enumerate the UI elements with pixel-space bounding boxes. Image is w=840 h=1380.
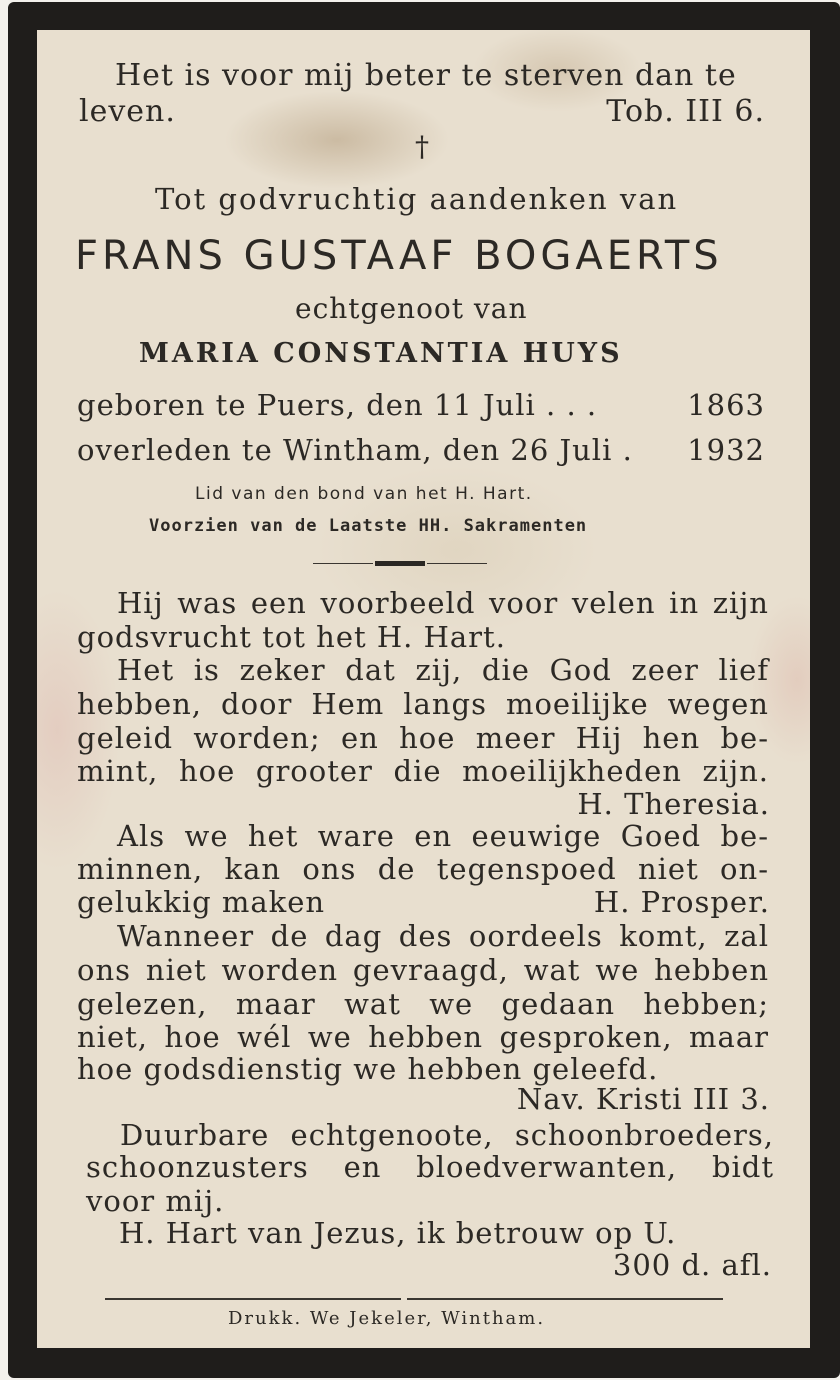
relation-text: echtgenoot van xyxy=(295,292,528,325)
printer-imprint: Drukk. We Jekeler, Wintham. xyxy=(228,1308,546,1329)
body-line: gelukkig maken xyxy=(77,885,326,919)
membership-text: Lid van den bond van het H. Hart. xyxy=(195,484,533,504)
body-attribution: H. Prosper. xyxy=(593,885,770,919)
birth-text: geboren te Puers, den 11 Juli . . . xyxy=(77,388,598,422)
body-attribution: Nav. Kristi III 3. xyxy=(516,1082,770,1116)
footer-rule-right xyxy=(407,1298,723,1300)
epigraph-line-1: Het is voor mij beter te sterven dan te xyxy=(115,58,737,93)
epigraph-reference: Tob. III 6. xyxy=(606,94,765,129)
ornament-rule-left xyxy=(313,563,373,564)
body-line: schoonzusters en bloedverwanten, bidt xyxy=(86,1150,774,1184)
footer-rule-left xyxy=(105,1298,401,1300)
memorial-card-paper xyxy=(37,30,810,1348)
indulgence-text: 300 d. afl. xyxy=(612,1248,772,1282)
ornament-rule-right xyxy=(427,563,487,564)
body-line: H. Hart van Jezus, ik betrouw op U. xyxy=(119,1216,677,1250)
body-line: niet, hoe wél we hebben gesproken, maar xyxy=(77,1020,769,1054)
body-line: geleid worden; en hoe meer Hij hen be- xyxy=(77,721,769,755)
ornament-bar xyxy=(375,561,425,566)
body-attribution: H. Theresia. xyxy=(577,787,770,821)
body-line: ons niet worden gevraagd, wat we hebben xyxy=(77,953,769,987)
intro-text: Tot godvruchtig aandenken van xyxy=(155,182,679,216)
death-text: overleden te Wintham, den 26 Juli . xyxy=(77,433,633,467)
body-line: Wanneer de dag des oordeels komt, zal xyxy=(117,919,769,953)
body-line: hoe godsdienstig we hebben geleefd. xyxy=(77,1052,659,1086)
body-line: gelezen, maar wat we gedaan hebben; xyxy=(77,987,769,1021)
body-line: mint, hoe grooter die moeilijkheden zijn. xyxy=(77,754,769,788)
deceased-name: FRANS GUSTAAF BOGAERTS xyxy=(75,233,723,279)
epigraph-line-2: leven. xyxy=(79,94,176,129)
birth-year: 1863 xyxy=(687,388,765,422)
spouse-name: MARIA CONSTANTIA HUYS xyxy=(139,338,623,369)
body-line: hebben, door Hem langs moeilijke wegen xyxy=(77,687,769,721)
body-line: Het is zeker dat zij, die God zeer lief xyxy=(117,653,769,687)
body-line: godsvrucht tot het H. Hart. xyxy=(77,620,506,654)
cross-icon: † xyxy=(415,130,429,163)
body-line: Als we het ware en eeuwige Goed be- xyxy=(117,819,769,853)
death-year: 1932 xyxy=(687,433,765,467)
body-line: minnen, kan ons de tegenspoed niet on- xyxy=(77,852,769,886)
body-line: Duurbare echtgenoote, schoonbroeders, xyxy=(120,1118,774,1152)
sacraments-text: Voorzien van de Laatste HH. Sakramenten xyxy=(149,516,588,536)
body-line: Hij was een voorbeeld voor velen in zijn xyxy=(117,586,769,620)
body-line: voor mij. xyxy=(86,1184,225,1218)
